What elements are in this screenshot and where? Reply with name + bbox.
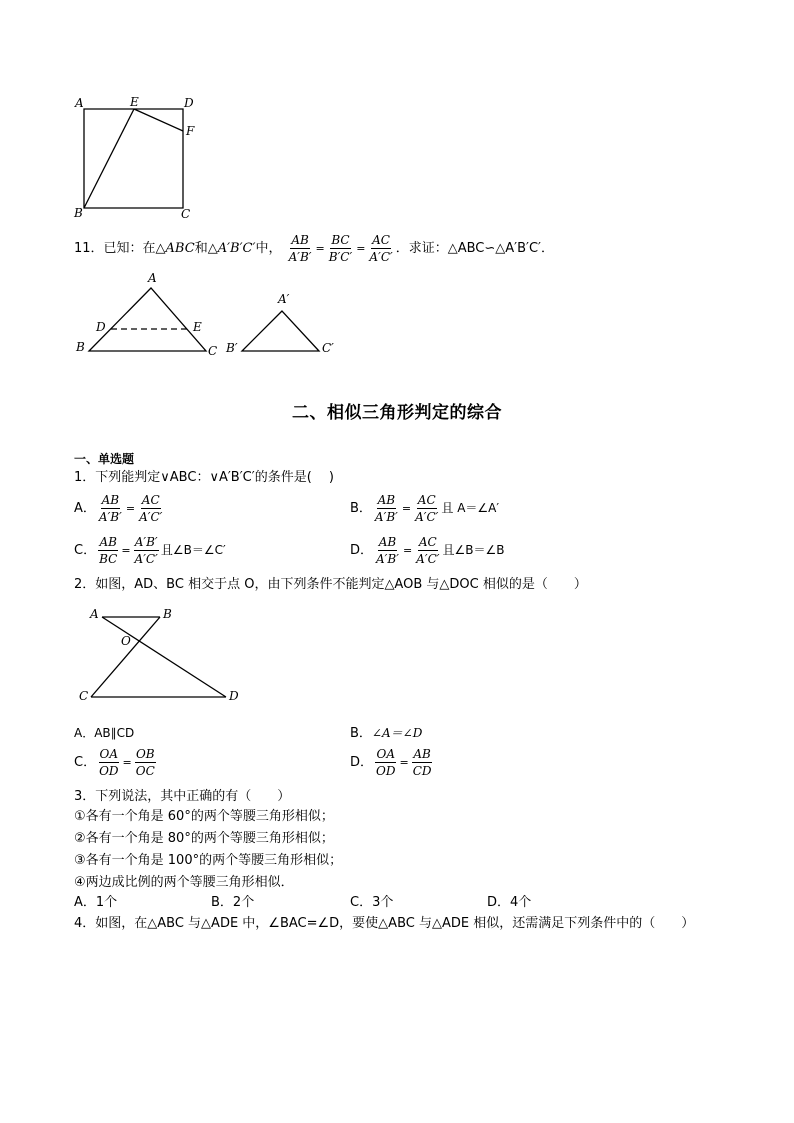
tri-label-e: E (193, 320, 202, 334)
tri-label-d: D (96, 320, 106, 334)
point-label-e: E (130, 95, 139, 109)
q11-mid2: 中， (255, 241, 282, 256)
point-label-f: F (186, 124, 195, 138)
q2-option-a[interactable]: A．AB∥CD (74, 726, 135, 740)
q1-option-b[interactable]: B． $\frac{AB}{A'B'}$ = $\frac{AC}{A'C'}$ 且 A＝∠A′ (350, 493, 500, 524)
point-label-a: A (75, 96, 84, 110)
q1-option-c[interactable]: C． $\frac{AB}{BC}$ = $\frac{A'B'}{A'C'}$ 且∠B＝∠C′ (74, 535, 226, 566)
tri-label-c-prime: C′ (322, 341, 334, 355)
question-1-stem: 1．下列能判定∨ABC：∨A′B′C′的条件是( ) (74, 470, 334, 485)
q3-statement-2: ②各有一个角是 80°的两个等腰三角形相似； (74, 831, 334, 846)
q3-statement-1: ①各有一个角是 60°的两个等腰三角形相似； (74, 809, 334, 824)
q11-tri1: ABC (165, 241, 195, 256)
q11-fraction-1: $\frac{AB}{A'B'}$ (288, 233, 312, 264)
segment-ad (102, 617, 226, 697)
q3-option-c[interactable]: C．3个 (350, 895, 394, 910)
q2-option-d[interactable]: D． $\frac{OA}{OD}$ = $\frac{AB}{CD}$ (350, 747, 432, 778)
point-label-c: C (181, 207, 191, 221)
tri-label-c: C (208, 344, 218, 358)
q2-option-b[interactable]: B．∠A＝∠D (350, 726, 423, 741)
q11-fraction-3: $\frac{AC}{A'C'}$ (369, 233, 393, 264)
tri-label-a: A (148, 271, 157, 285)
q3-option-a[interactable]: A．1个 (74, 895, 118, 910)
q2-label-b: B (163, 607, 172, 621)
q11-fraction-2: $\frac{BC}{B'C'}$ (328, 233, 353, 264)
part-title: 一、单选题 (74, 452, 135, 466)
q11-suffix: ．求证：△ABC∽△A′B′C′． (395, 241, 555, 256)
q3-statement-4: ④两边成比例的两个等腰三角形相似． (74, 875, 294, 890)
q11-mid: 和△ (194, 241, 218, 256)
q1-option-a[interactable]: A． $\frac{AB}{A'B'}$ = $\frac{AC}{A'C'}$ (74, 493, 163, 524)
q2-label-d: D (229, 689, 239, 703)
q11-tri2: A′B′C′ (217, 241, 256, 256)
q2-label-c: C (79, 689, 89, 703)
q3-option-d[interactable]: D．4个 (487, 895, 532, 910)
q3-statement-3: ③各有一个角是 100°的两个等腰三角形相似； (74, 853, 343, 868)
q1-option-d[interactable]: D． $\frac{AB}{A'B'}$ = $\frac{AC}{A'C'}$ 且∠B＝∠B (350, 535, 505, 566)
q2-option-c[interactable]: C． $\frac{OA}{OD}$ = $\frac{OB}{OC}$ (74, 747, 155, 778)
tri-label-b-prime: B′ (226, 341, 238, 355)
question-3-stem: 3．下列说法，其中正确的有（ ） (74, 789, 291, 804)
segment-bc (91, 617, 160, 697)
question-2-stem: 2．如图，AD、BC 相交于点 O，由下列条件不能判定△AOB 与△DOC 相似的是（ ） (74, 577, 587, 592)
point-label-b: B (74, 206, 83, 220)
tri-label-b: B (76, 340, 85, 354)
q2-label-a: A (90, 607, 99, 621)
tri-label-a-prime: A′ (278, 292, 290, 306)
question-11: 11．已知：在△ABC和△A′B′C′中， $\frac{AB}{A'B'}$ = $\frac{BC}{B'C'}$ = $\frac{AC}{A'C'}$ ．求证：△ABC∽△A′B′C′． (74, 233, 555, 264)
q3-option-b[interactable]: B．2个 (211, 895, 255, 910)
section-title: 二、相似三角形判定的综合 (292, 403, 502, 423)
q11-prefix: 11．已知：在△ (74, 241, 166, 256)
point-label-d: D (184, 96, 194, 110)
question-4-stem: 4．如图，在△ABC 与△ADE 中，∠BAC=∠D，要使△ABC 与△ADE 相似，还需满足下列条件中的（ ） (74, 916, 695, 931)
q2-label-o: O (121, 634, 131, 648)
